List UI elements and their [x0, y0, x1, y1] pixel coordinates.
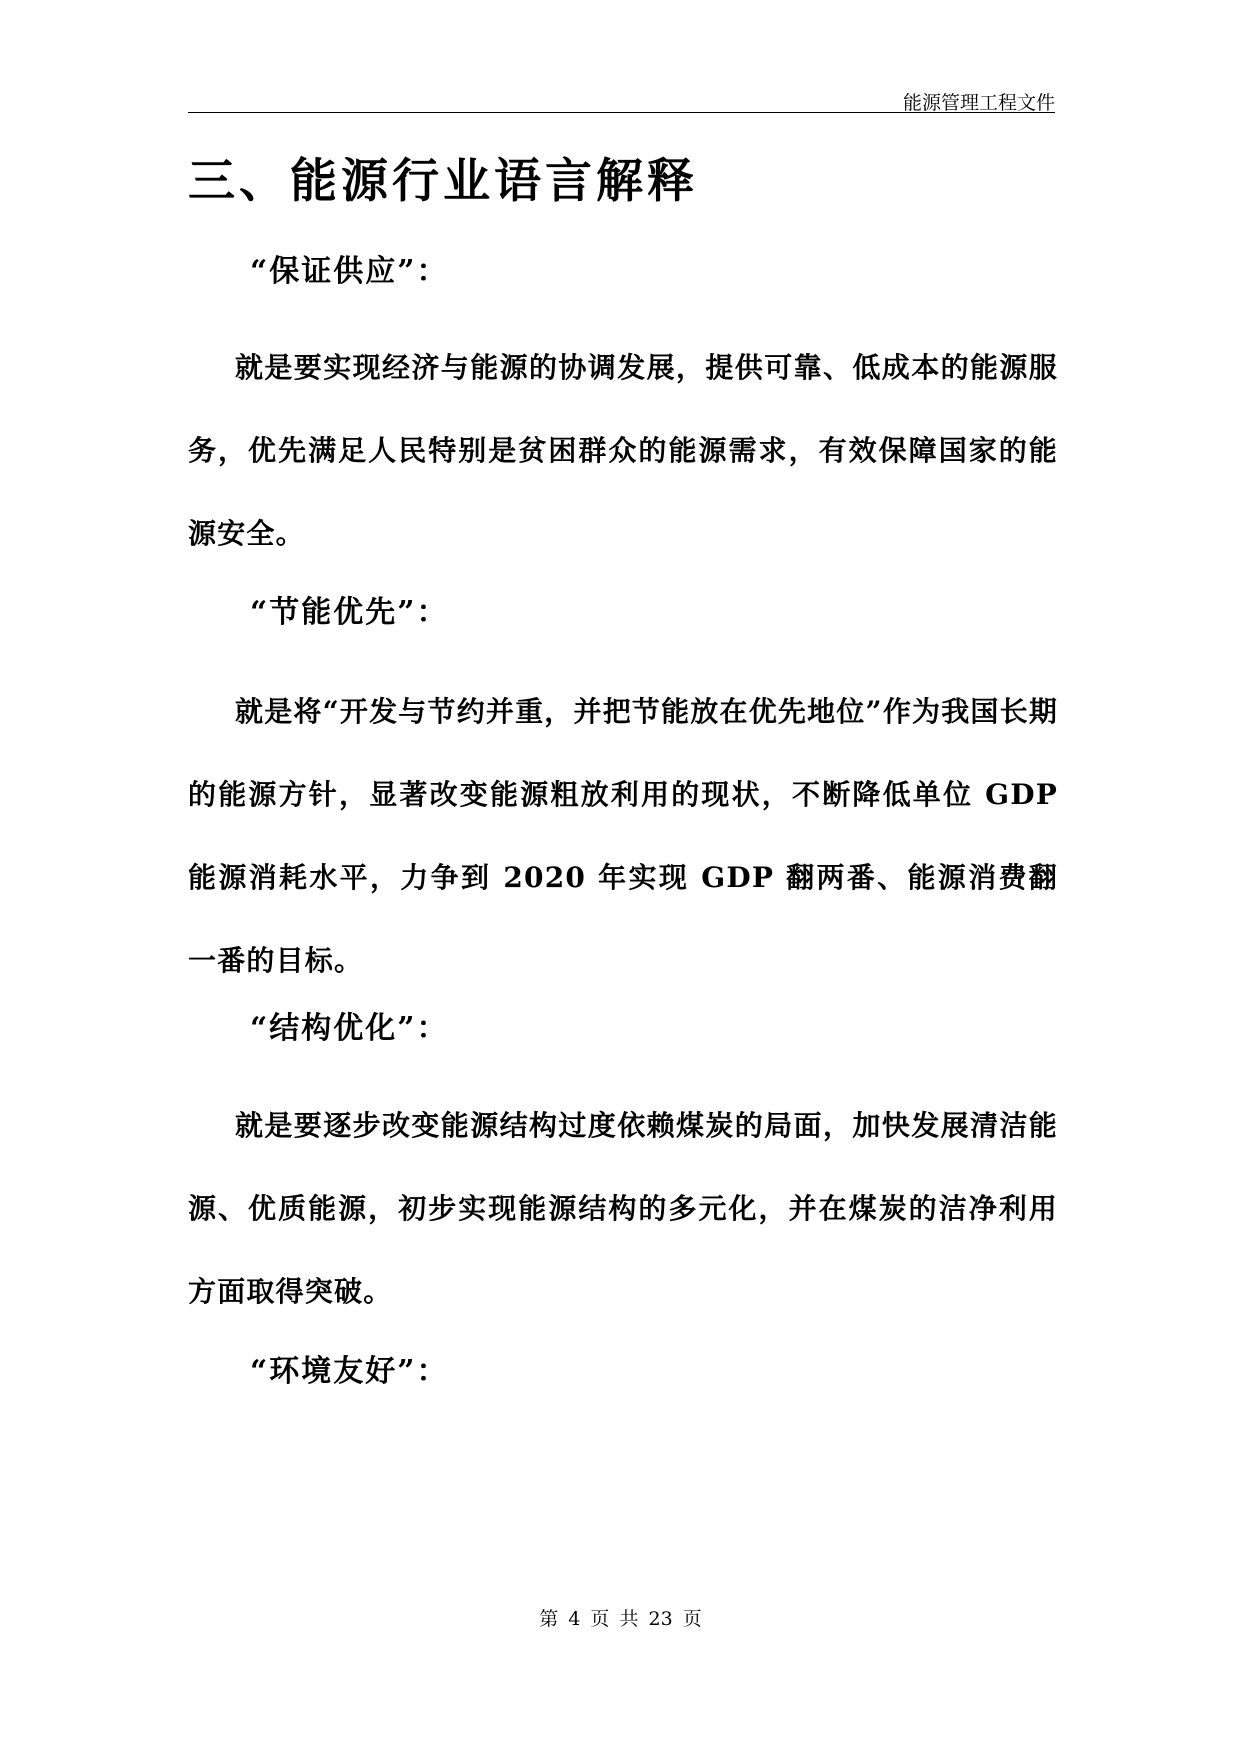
term-heading-structure: “结构优化”： — [250, 1011, 449, 1046]
section-title: 三、能源行业语言解释 — [188, 154, 698, 209]
header-divider — [188, 112, 1055, 113]
term-heading-environment: “环境友好”： — [250, 1354, 449, 1389]
term-heading-saving: “节能优先”： — [250, 595, 449, 630]
term-heading-supply: “保证供应”： — [250, 254, 449, 289]
term-definition-saving: 就是将“开发与节约并重，并把节能放在优先地位”作为我国长期的能源方针，显著改变能源粗放利用的现状，不断降低单位 GDP 能源消耗水平，力争到 2020 年实现 GDP 翻两番、能源消费翻一番的目标。 — [188, 695, 1059, 977]
term-definition-supply: 就是要实现经济与能源的协调发展，提供可靠、低成本的能源服务，优先满足人民特别是贫困群众的能源需求，有效保障国家的能源安全。 — [188, 351, 1058, 550]
page-number-footer: 第 4 页 共 23 页 — [539, 1608, 702, 1630]
running-header: 能源管理工程文件 — [902, 92, 1055, 114]
term-definition-structure: 就是要逐步改变能源结构过度依赖煤炭的局面，加快发展清洁能源、优质能源，初步实现能源结构的多元化，并在煤炭的洁净利用方面取得突破。 — [188, 1109, 1058, 1308]
